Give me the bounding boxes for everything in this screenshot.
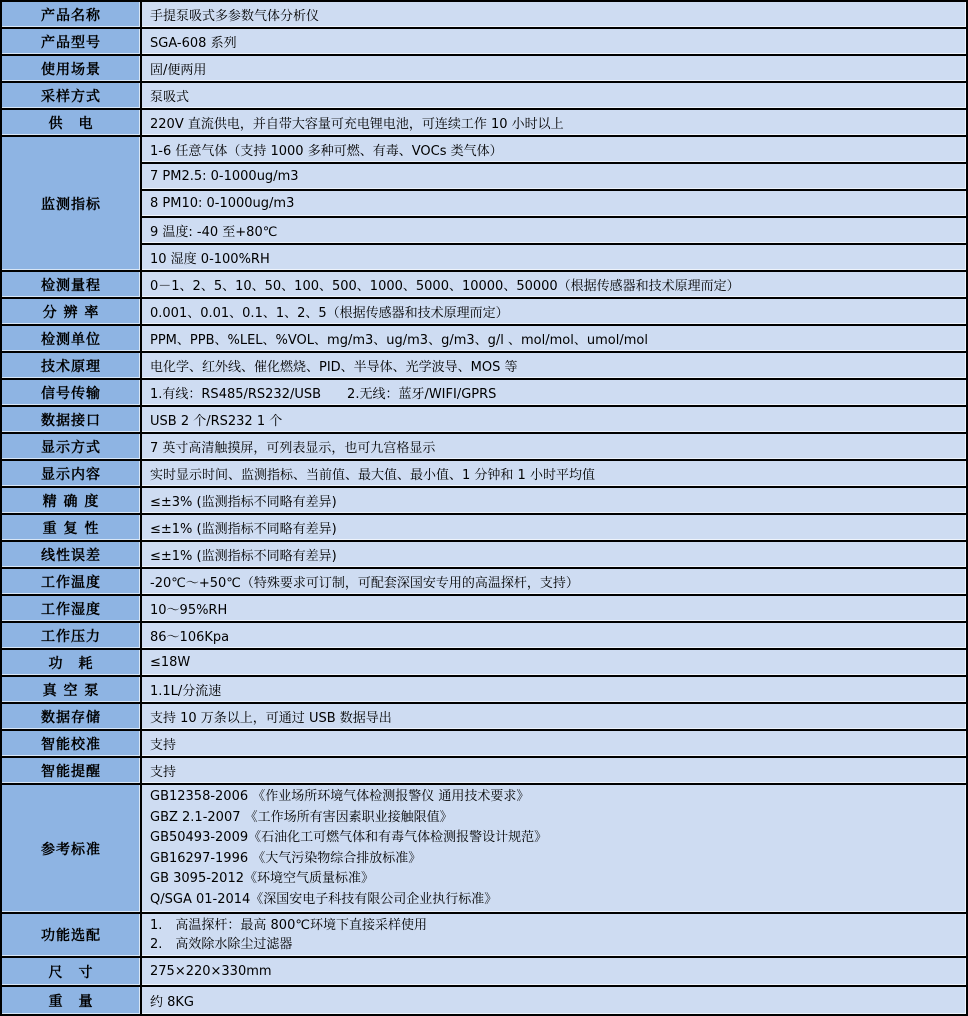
spec-value: 1.有线：RS485/RS232/USB 2.无线：蓝牙/WIFI/GPRS [141,379,967,406]
spec-label: 数据存储 [1,703,141,730]
row-display-mode [1,433,967,460]
spec-label: 监测指标 [1,136,141,271]
spec-value: ≤±3% (监测指标不同略有差异) [141,487,967,514]
row-vacuum-pump [1,676,967,703]
spec-value: SGA-608 系列 [141,28,967,55]
standard-line: GB 3095-2012《环境空气质量标准》 [150,871,374,886]
spec-label: 技术原理 [1,352,141,379]
row-smart-reminder [1,757,967,784]
row-power-consumption [1,649,967,676]
spec-label: 显示内容 [1,460,141,487]
spec-value: 电化学、红外线、催化燃烧、PID、半导体、光学波导、MOS 等 [141,352,967,379]
spec-value: 支持 [141,757,967,784]
spec-value: 220V 直流供电，并自带大容量可充电锂电池，可连续工作 10 小时以上 [141,109,967,136]
row-linearity-error [1,541,967,568]
row-resolution [1,298,967,325]
row-reference-standards [1,784,967,913]
row-monitoring-indicators-5 [1,244,967,271]
spec-value: 8 PM10: 0-1000ug/m3 [141,190,967,217]
spec-label: 重 量 [1,986,141,1015]
spec-value: 固/便两用 [141,55,967,82]
spec-value: 7 PM2.5: 0-1000ug/m3 [141,163,967,190]
spec-label: 线性误差 [1,541,141,568]
row-working-pressure [1,622,967,649]
row-working-temperature [1,568,967,595]
spec-label: 分 辨 率 [1,298,141,325]
row-usage-scenario [1,55,967,82]
spec-label: 精 确 度 [1,487,141,514]
spec-label: 使用场景 [1,55,141,82]
row-signal-transmission [1,379,967,406]
row-power-supply [1,109,967,136]
spec-value [141,784,967,913]
spec-value: -20℃～+50℃（特殊要求可订制，可配套深国安专用的高温探杆，支持） [141,568,967,595]
option-line: 2. 高效除水除尘过滤器 [150,937,293,952]
standard-line: GB16297-1996 《大气污染物综合排放标准》 [150,850,422,866]
standard-line: GBZ 2.1-2007 《工作场所有害因素职业接触限值》 [150,809,453,825]
spec-label: 信号传输 [1,379,141,406]
spec-label: 尺 寸 [1,957,141,986]
spec-value: 手提泵吸式多参数气体分析仪 [141,1,967,28]
row-detection-range [1,271,967,298]
row-repeatability [1,514,967,541]
spec-value: 275×220×330mm [141,957,967,986]
spec-value: ≤±1% (监测指标不同略有差异) [141,514,967,541]
row-accuracy [1,487,967,514]
row-product-model [1,28,967,55]
spec-value: 10 湿度 0-100%RH [141,244,967,271]
spec-label: 数据接口 [1,406,141,433]
row-sampling-method [1,82,967,109]
spec-label: 工作温度 [1,568,141,595]
spec-value: ≤18W [141,649,967,676]
row-product-name [1,1,967,28]
spec-value: 1-6 任意气体（支持 1000 多种可燃、有毒、VOCs 类气体） [141,136,967,163]
spec-label: 智能校准 [1,730,141,757]
spec-label: 重 复 性 [1,514,141,541]
spec-label: 智能提醒 [1,757,141,784]
spec-value [141,913,967,957]
row-monitoring-indicators-1 [1,136,967,163]
spec-label: 参考标准 [1,784,141,913]
row-data-storage [1,703,967,730]
row-dimensions [1,957,967,986]
spec-value: 86～106Kpa [141,622,967,649]
spec-label: 显示方式 [1,433,141,460]
spec-value: 9 温度: -40 至+80℃ [141,217,967,244]
row-optional-features [1,913,967,957]
spec-value: PPM、PPB、%LEL、%VOL、mg/m3、ug/m3、g/m3、g/l 、mol/mol、umol/mol [141,325,967,352]
spec-value: 0.001、0.01、0.1、1、2、5（根据传感器和技术原理而定） [141,298,967,325]
option-line: 1. 高温探杆：最高 800℃环境下直接采样使用 [150,918,427,933]
row-display-content [1,460,967,487]
spec-label: 工作压力 [1,622,141,649]
spec-value: 10～95%RH [141,595,967,622]
spec-value: 支持 [141,730,967,757]
spec-label: 供 电 [1,109,141,136]
spec-label: 采样方式 [1,82,141,109]
row-technical-principle [1,352,967,379]
spec-label: 产品型号 [1,28,141,55]
spec-value: 泵吸式 [141,82,967,109]
row-monitoring-indicators-2 [1,163,967,190]
standard-line: Q/SGA 01-2014《深国安电子科技有限公司企业执行标准》 [150,891,498,907]
row-smart-calibration [1,730,967,757]
spec-value: 实时显示时间、监测指标、当前值、最大值、最小值、1 分钟和 1 小时平均值 [141,460,967,487]
row-monitoring-indicators-4 [1,217,967,244]
spec-value: 0－1、2、5、10、50、100、500、1000、5000、10000、50000（根据传感器和技术原理而定） [141,271,967,298]
row-working-humidity [1,595,967,622]
spec-label: 检测单位 [1,325,141,352]
spec-label: 工作湿度 [1,595,141,622]
spec-value: 1.1L/分流速 [141,676,967,703]
row-detection-unit [1,325,967,352]
spec-value: 支持 10 万条以上，可通过 USB 数据导出 [141,703,967,730]
spec-value: ≤±1% (监测指标不同略有差异) [141,541,967,568]
row-data-interface [1,406,967,433]
spec-label: 检测量程 [1,271,141,298]
spec-label: 功 耗 [1,649,141,676]
spec-label: 产品名称 [1,1,141,28]
spec-value: USB 2 个/RS232 1 个 [141,406,967,433]
row-monitoring-indicators-3 [1,190,967,217]
standard-line: GB50493-2009《石油化工可燃气体和有毒气体检测报警设计规范》 [150,830,548,845]
row-weight [1,986,967,1015]
spec-label: 真 空 泵 [1,676,141,703]
standard-line: GB12358-2006 《作业场所环境气体检测报警仪 通用技术要求》 [150,789,530,804]
spec-label: 功能选配 [1,913,141,957]
spec-value: 约 8KG [141,986,967,1015]
spec-value: 7 英寸高清触摸屏，可列表显示，也可九宫格显示 [141,433,967,460]
